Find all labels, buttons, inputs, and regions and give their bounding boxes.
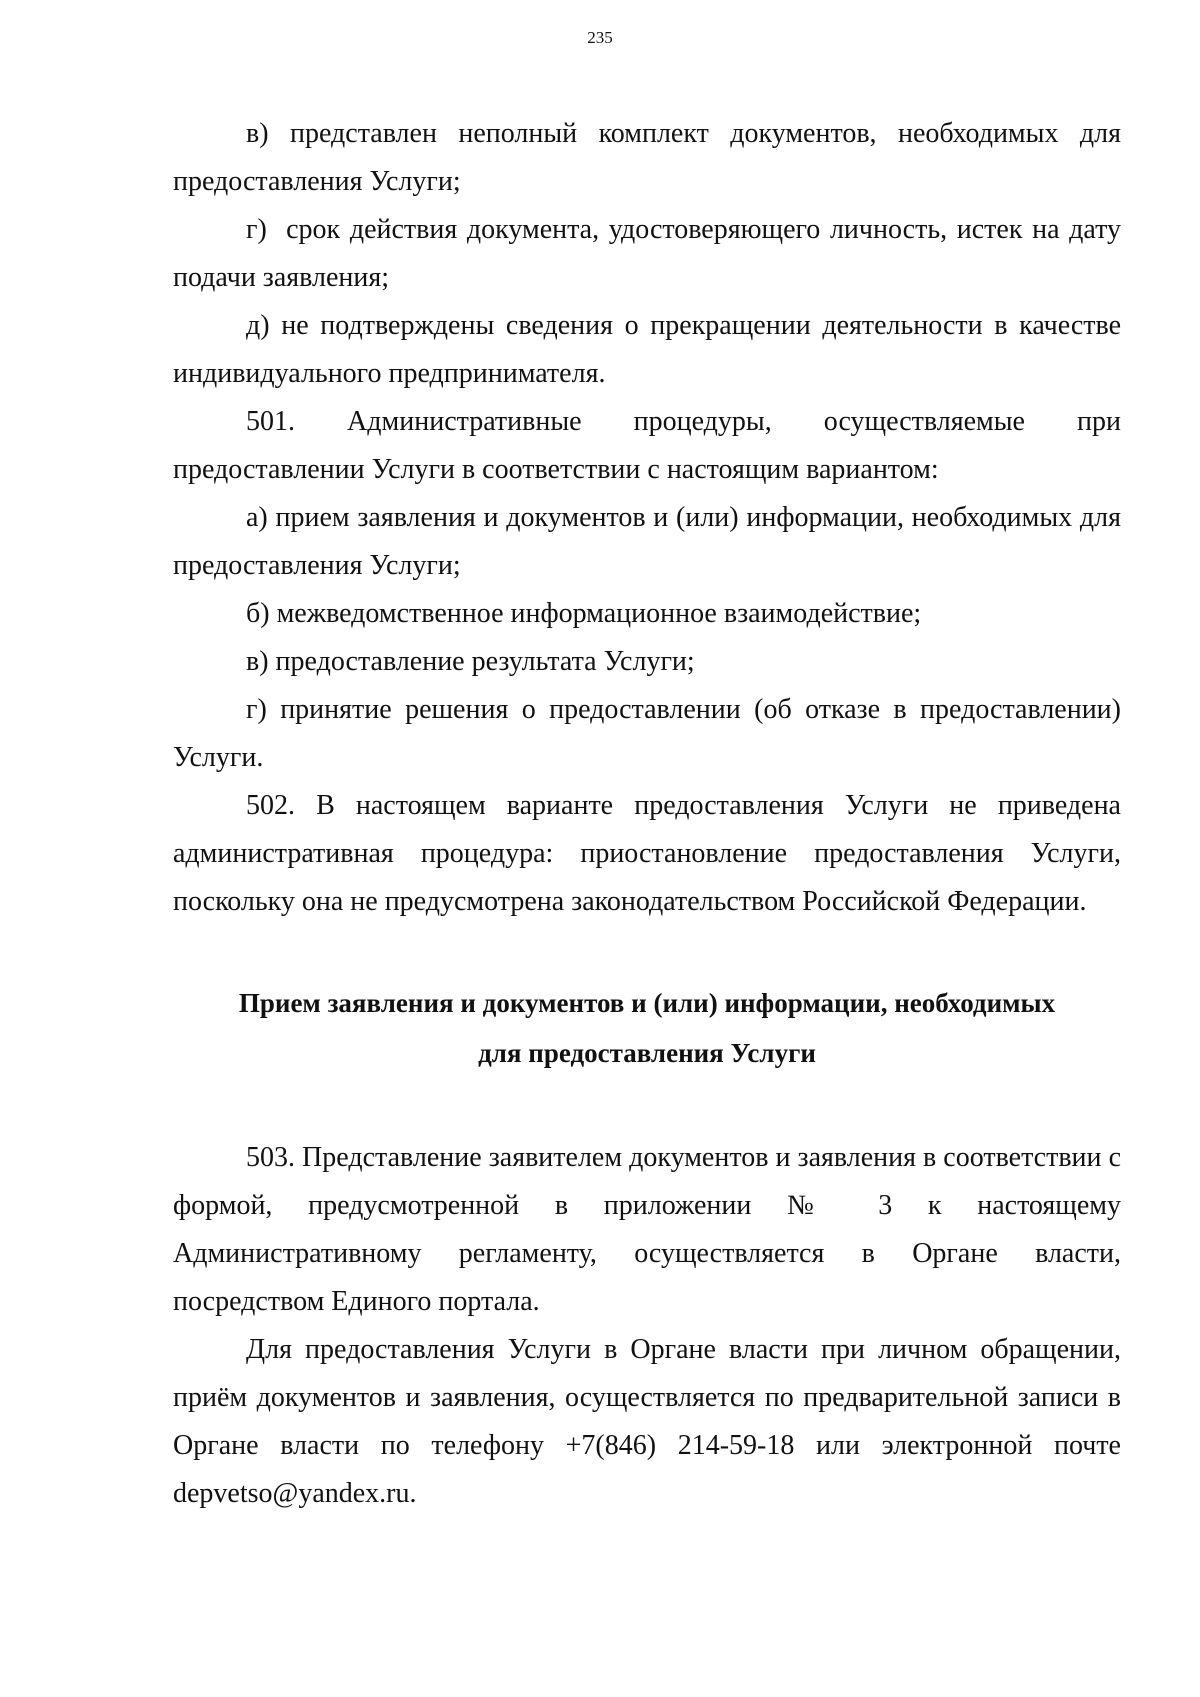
paragraph-502: 502. В настоящем варианте предоставления Услуги не приведена административная процедура: приостановление предоставления Услуги, поскольку она не предусмотрена законодательством Российской Федерации. — [173, 790, 1121, 917]
page-number: 235 — [587, 28, 613, 47]
paragraph-item-b: б) межведомственное информационное взаимодействие; — [246, 598, 922, 629]
paragraph-503: 503. Представление заявителем документов и заявления в соответствии с формой, предусмотренной в приложении № 3 к настоящему Административному регламенту, осуществляется в Органе власти, посредством Единого портала. — [173, 1142, 1121, 1317]
section-heading-line-2: для предоставления Услуги — [478, 1038, 816, 1068]
paragraph-item-v2: в) предоставление результата Услуги; — [246, 646, 695, 677]
paragraph-item-v: в) представлен неполный комплект документов, необходимых для предоставления Услуги; — [173, 118, 1121, 197]
section-heading-line-1: Прием заявления и документов и (или) информации, необходимых — [238, 988, 1056, 1018]
paragraph-contact-info: Для предоставления Услуги в Органе власти при личном обращении, приём документов и заявления, осуществляется по предварительной записи в Органе власти по телефону +7(846) 214-59-18 или электронной почте depvetso@yandex.ru. — [173, 1334, 1121, 1509]
paragraph-item-d: д) не подтверждены сведения о прекращении деятельности в качестве индивидуального предпринимателя. — [173, 310, 1121, 389]
paragraph-item-a: а) прием заявления и документов и (или) информации, необходимых для предоставления Услуги; — [173, 502, 1121, 581]
section-heading — [173, 978, 1121, 1078]
paragraph-501: 501. Административные процедуры, осуществляемые при предоставлении Услуги в соответствии с настоящим вариантом: — [173, 406, 1121, 485]
paragraph-item-g: г) срок действия документа, удостоверяющего личность, истек на дату подачи заявления; — [173, 214, 1121, 293]
document-body — [173, 110, 1121, 1518]
paragraph-item-g2: г) принятие решения о предоставлении (об отказе в предоставлении) Услуги. — [173, 694, 1121, 773]
